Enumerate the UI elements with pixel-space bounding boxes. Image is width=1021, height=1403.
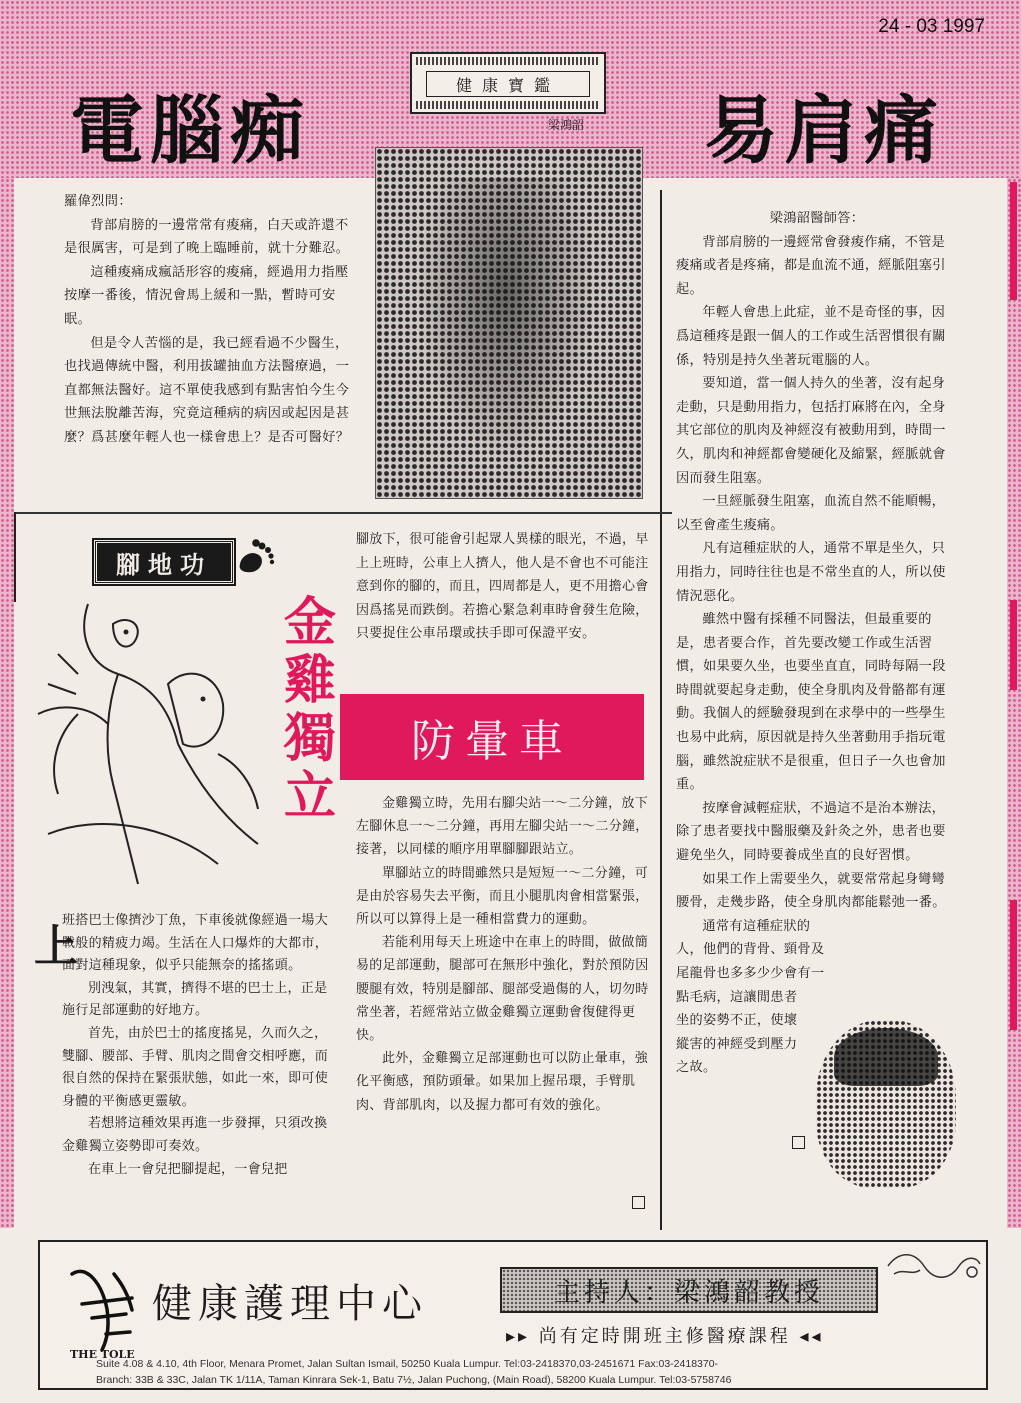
answer-paragraph: 按摩會減輕症狀，不過這不是治本辦法，除了患者要找中醫服藥及針灸之外，患者也要避免坐久，同時要養成坐直的良好習慣。: [676, 800, 946, 864]
feature-title-char: 雞: [283, 650, 336, 711]
feature-paragraph: 腳放下，很可能會引起眾人異樣的眼光，不過，早上上班時，公車上人擠人，他人是不會也不可能注意到你的腳的，而且，四周都是人，更不用擔心會因爲搖晃而跌倒。若擔心緊急剎車時會發生危險，只要捉住公車吊環或扶手即可保證平安。: [356, 532, 649, 641]
answer-heading: 梁鴻韶醫師答：: [769, 211, 865, 226]
feature-subtitle-banner: 防暈車: [340, 694, 644, 780]
answer-paragraph: 雖然中醫有採種不同醫法，但最重要的是，患者要合作，首先要改變工作或生活習慣，如果要久坐，也要坐直直，同時每隔一段時間就要起身走動，使全身肌肉及骨骼都有運動。我個人的經驗發現到在求學中的一些學生也易中此病，原因就是持久坐著動用手指玩電腦，雖然說症狀不是很重，但日子一久也會加重。: [676, 612, 946, 793]
reader-letter: [64, 190, 356, 450]
pink-left-edge: [0, 178, 14, 1228]
bus-passenger-illustration: [18, 594, 280, 894]
feature-title-char: 獨: [283, 708, 336, 769]
answer-paragraph: 一旦經脈發生阻塞，血流自然不能順暢，以至會產生痠痛。: [676, 494, 946, 533]
answer-paragraph: 如果工作上需要坐久，就要常常起身彎彎腰骨，走幾步路，使全身肌肉都能鬆弛一番。: [676, 871, 946, 911]
footprint-icon: [232, 534, 276, 578]
feature-title-char: 金: [283, 592, 336, 653]
answer-paragraph: 坐的姿勢不正，使壞縱害的神經受到壓力之故。: [676, 1013, 798, 1076]
feature-badge: 腳地功: [94, 540, 234, 584]
feature-paragraph: 別洩氣，其實，擠得不堪的巴士上，正是施行足部運動的好地方。: [62, 980, 328, 1019]
ad-brand-small: THE TOLE: [70, 1348, 135, 1361]
decorative-lines: [416, 57, 600, 65]
ad-address: Suite 4.08 & 4.10, 4th Floor, Menara Promet, Jalan Sultan Ismail, 50250 Kuala Lumpur. Tel:03-2418370,03-2451671 Fax:03-2418370-: [96, 1358, 719, 1370]
feature-left-text: [62, 910, 334, 1181]
tole-logo: [62, 1254, 148, 1358]
feature-paragraph: 班搭巴士像擠沙丁魚，下車後就像經過一場大戰般的精疲力竭。生活在人口爆炸的大都市，面對這種現象，似乎只能無奈的搖搖頭。: [62, 913, 329, 974]
letter-paragraph: 但是令人苦惱的是，我已經看過不少醫生，也找過傳統中醫，利用拔罐抽血方法醫療過，一直都無法醫好。這不單使我感到有點害怕今生今世無法脫離苦海，究竟這種病的病因或起因是甚麼？爲甚麼年輕人也一樣會患上？是否可醫好？: [64, 335, 350, 445]
magenta-accent-bar: [1010, 600, 1017, 690]
feature-paragraph: 首先，由於巴士的搖度搖晃，久而久之，雙腳、腰部、手臂、肌肉之間會交相呼應，而很自然的保持在緊張狀態，如此一來，即可使身體的平衡感更靈敏。: [62, 1025, 329, 1109]
ornament-icon: [884, 1246, 984, 1286]
feature-paragraph: 此外，金雞獨立足部運動也可以防止暈車，強化平衡感，預防頭暈。如果加上握吊環，手臂肌肉、背部肌肉，以及握力都可有效的強化。: [356, 1051, 649, 1113]
letter-paragraph: 這種痠痛成瘋話形容的痠痛，經過用力指壓按摩一番後，情況會馬上緩和一點，暫時可安眠。: [64, 264, 349, 327]
ad-course: ▸▸ 尚有定時開班主修醫療課程 ◂◂: [506, 1326, 824, 1347]
feature-paragraph: 單腳站立的時間雖然只是短短一～二分鐘，可是由於容易失去平衡，而且小腿肌肉會相當緊張，所以可以算得上是一種相當費力的運動。: [356, 865, 649, 928]
ad-center-name: 健康護理中心: [152, 1281, 428, 1327]
feature-paragraph: 若想將這種效果再進一步發揮，只須改換金雞獨立姿勢即可奏效。: [62, 1116, 328, 1154]
doctor-answer: [676, 207, 958, 1080]
doctor-portrait: [816, 1020, 956, 1188]
feature-paragraph: 在車上一會兒把腳提起，一會兒把: [88, 1161, 288, 1177]
feature-border: [14, 512, 16, 602]
end-mark: [792, 1136, 805, 1149]
decorative-lines: [416, 101, 600, 109]
ad-address: Branch: 33B & 33C, Jalan TK 1/11A, Taman Kinrara Sek-1, Batu 7½, Jalan Puchong, (Main Road), 58200 Kuala Lumpur. Tel:03-5758746: [96, 1374, 732, 1386]
drop-cap: 上: [34, 921, 78, 972]
letter-salutation: 羅偉烈問：: [64, 194, 132, 209]
column-author: 梁鴻韶: [548, 118, 585, 132]
feature-top-text: [356, 528, 658, 646]
answer-paragraph: 凡有這種症狀的人，通常不單是坐久，只用指力，同時往往也是不常坐直的人，所以使情況惡化。: [676, 541, 946, 604]
end-mark: [632, 1196, 645, 1209]
ad-host: 主持人：梁鴻韶教授: [500, 1267, 878, 1313]
magenta-accent-bar: [1010, 900, 1017, 1030]
publication-date: 24 - 03 1997: [878, 16, 985, 37]
feature-title: [280, 594, 340, 826]
pink-right-edge: [1007, 178, 1021, 1228]
answer-paragraph: 背部肩膀的一邊經常會發痠作痛，不管是痠痛或者是疼痛，都是血流不通，經脈阻塞引起。: [676, 234, 946, 297]
feature-paragraph: 金雞獨立時，先用右腳尖站一～二分鐘，放下左腳休息一～二分鐘，再用左腳尖站一～二分鐘，接著，以同樣的順序用單腳腳跟站立。: [356, 796, 649, 858]
headline-left: 電腦痴: [70, 88, 310, 174]
column-name: 健康寶鑑: [426, 71, 590, 97]
halftone-photo: [375, 147, 643, 499]
letter-paragraph: 背部肩膀的一邊常常有痠痛，白天或許還不是很厲害，可是到了晚上臨睡前，就十分難忍。: [64, 217, 350, 257]
column-logo: [410, 52, 606, 114]
headline-right: 易肩痛: [704, 88, 944, 174]
feature-title-char: 立: [283, 766, 336, 827]
feature-paragraph: 若能利用每天上班途中在車上的時間，做做簡易的足部運動，腿部可在無形中強化，對於預防因腰腿有效，特別是腳部、腿部受過傷的人，切勿時常坐著，若經常站立做金雞獨立運動會復健得更快。: [356, 935, 649, 1044]
answer-paragraph: 年輕人會患上此症，並不是奇怪的事，因爲這種疼是跟一個人的工作或生活習慣很有關係，特別是持久坐著玩電腦的人。: [676, 305, 946, 368]
magenta-accent-bar: [1010, 182, 1017, 300]
feature-mid-text: [356, 792, 658, 1117]
answer-paragraph: 通常有這種症狀的人，他們的背骨、頸骨及尾龍骨也多多少少會有一點毛病，這讓閒患者: [676, 918, 825, 1005]
answer-paragraph: 要知道，當一個人持久的坐著，沒有起身走動，只是動用指力，包括打麻將在內，全身其它部位的肌肉及神經沒有被動用到，時間一久，肌肉和神經都會變硬化及縮緊，經脈就會因而發生阻塞。: [676, 376, 946, 486]
